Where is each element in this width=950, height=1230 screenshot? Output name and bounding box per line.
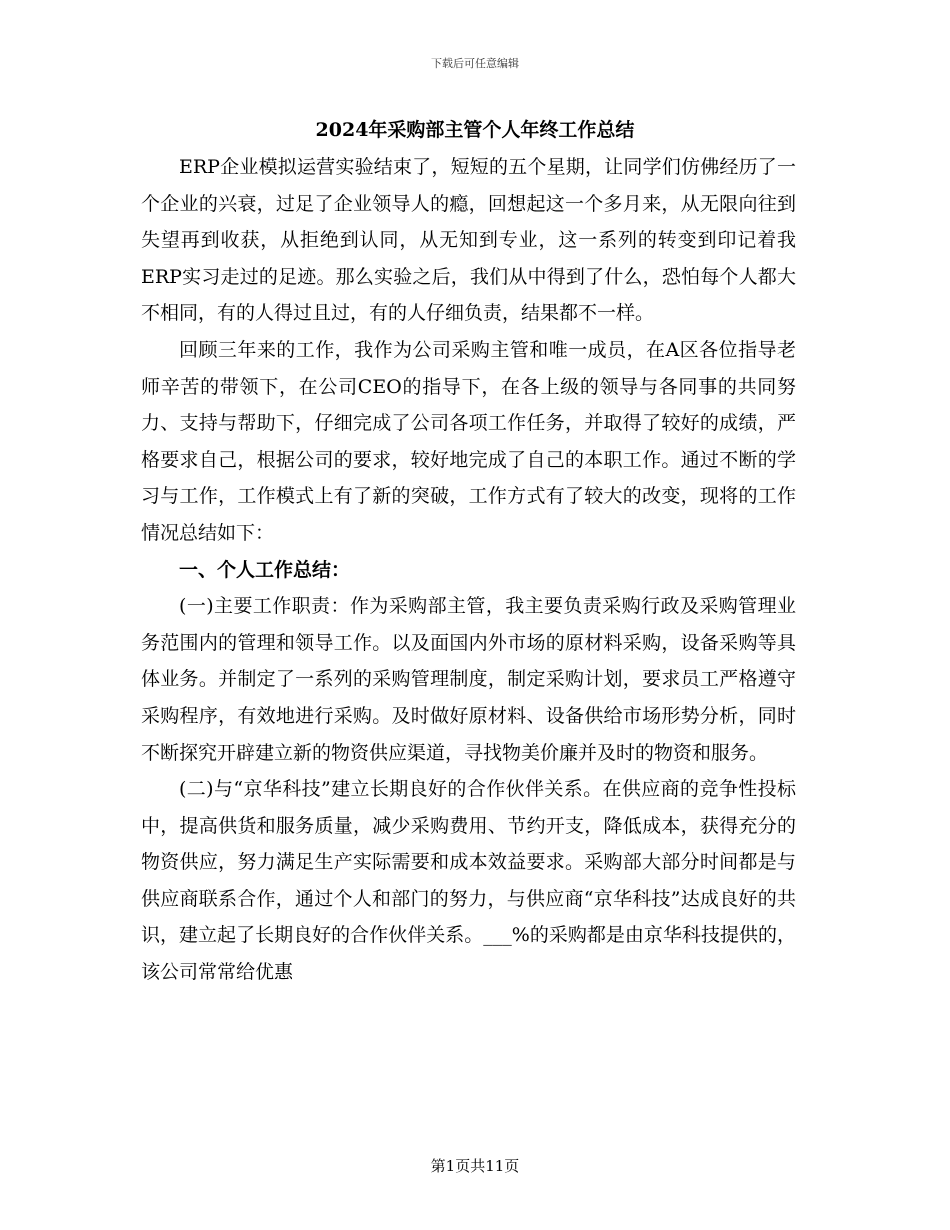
paragraph-partnership: (二)与“京华科技”建立长期良好的合作伙伴关系。在供应商的竞争性投标中，提高供货和服务质量，减少采购费用、节约开支，降低成本，获得充分的物资供应，努力满足生产实际需要和成本效益要求。采购部大部分时间都是与供应商联系合作，通过个人和部门的努力，与供应商“京华科技”达成良好的共识，建立起了长期良好的合作伙伴关系。___%的采购都是由京华科技提供的，该公司常常给优惠 [141,778,796,984]
document-title: 2024年采购部主管个人年终工作总结 [315,119,635,141]
paragraph-intro: ERP企业模拟运营实验结束了，短短的五个星期，让同学们仿佛经历了一个企业的兴衰，过足了企业领导人的瘾，回想起这一个多月来，从无限向往到失望再到收获，从拒绝到认同，从无知到专业，这一系列的转变到印记着我ERP实习走过的足迹。那么实验之后，我们从中得到了什么，恐怕每个人都大不相同，有的人得过且过，有的人仔细负责，结果都不一样。 [141,156,796,325]
page-footer: 第1页共11页 [430,1157,520,1175]
paragraph-review: 回顾三年来的工作，我作为公司采购主管和唯一成员，在A区各位指导老师辛苦的带领下，在公司CEO的指导下，在各上级的领导与各同事的共同努力、支持与帮助下，仔细完成了公司各项工作任务，并取得了较好的成绩，严格要求自己，根据公司的要求，较好地完成了自己的本职工作。通过不断的学习与工作，工作模式上有了新的突破，工作方式有了较大的改变，现将的工作情况总结如下： [141,338,796,544]
paragraph-duties: (一)主要工作职责：作为采购部主管，我主要负责采购行政及采购管理业务范围内的管理和领导工作。以及面国内外市场的原材料采购，设备采购等具体业务。并制定了一系列的采购管理制度，制定采购计划，要求员工严格遵守采购程序，有效地进行采购。及时做好原材料、设备供给市场形势分析，同时不断探究开辟建立新的物资供应渠道，寻找物美价廉并及时的物资和服务。 [141,595,796,764]
section-heading: 一、个人工作总结： [179,558,351,581]
document-body [141,149,796,991]
header-note: 下载后可任意编辑 [431,57,519,70]
